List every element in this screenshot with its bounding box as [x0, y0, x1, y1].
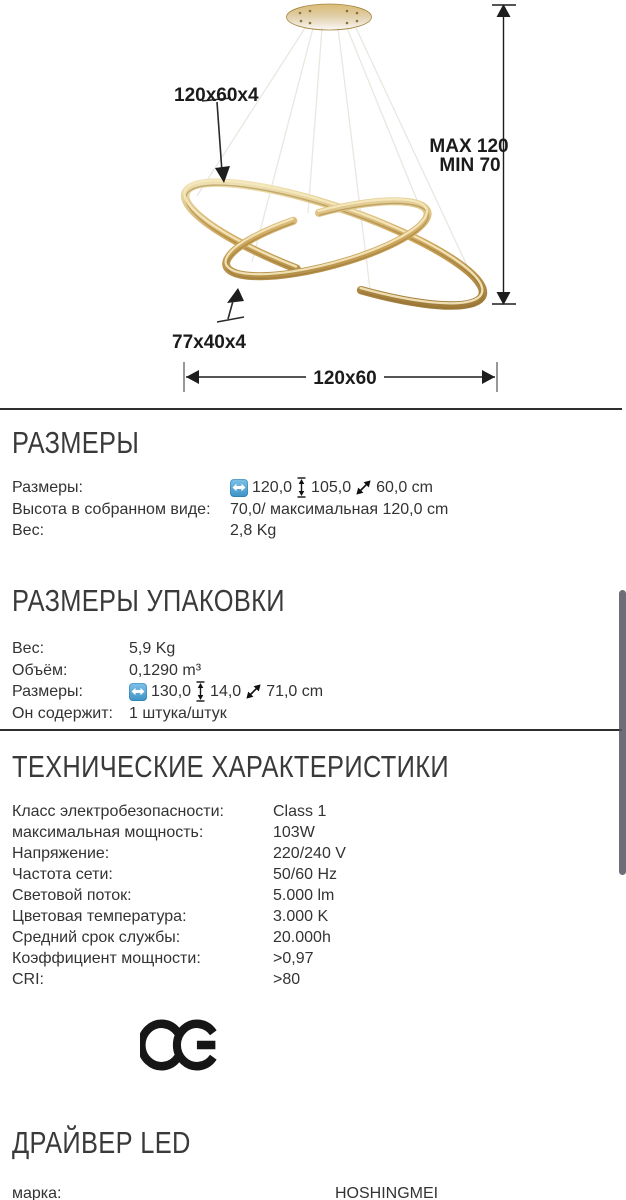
packaging-contains-label: Он содержит:	[12, 704, 113, 722]
tech-row-label: максимальная мощность:	[12, 824, 204, 841]
dimensions-section-title: РАЗМЕРЫ	[12, 425, 140, 460]
dimensions-size-label: Размеры:	[12, 479, 83, 496]
packaging-section-title: РАЗМЕРЫ УПАКОВКИ	[12, 583, 285, 618]
width-dimension-label: 120x60	[313, 368, 377, 389]
product-technical-drawing	[0, 0, 626, 408]
tech-row-label: Частота сети:	[12, 866, 113, 883]
packaging-height-value: 14,0	[210, 683, 242, 700]
dimensions-table	[12, 477, 448, 542]
max-height-label: MAX 120	[429, 136, 509, 157]
packaging-volume-value: 0,1290 m³	[129, 661, 202, 679]
ce-mark-icon	[140, 1014, 220, 1076]
tech-row-value: 50/60 Hz	[273, 866, 338, 883]
tech-row-value: >0,97	[273, 950, 314, 967]
packaging-volume-label: Объём:	[12, 661, 68, 679]
driver-section-title: ДРАЙВЕР LED	[12, 1125, 191, 1160]
tech-row-label: Напряжение:	[12, 845, 110, 862]
tech-row-label: Коэффициент мощности:	[12, 950, 201, 967]
tech-row-label: CRI:	[12, 971, 44, 988]
tech-spec-table	[12, 801, 346, 990]
dimensions-width-value: 120,0	[252, 479, 293, 496]
height-icon	[195, 681, 206, 702]
driver-brand-label: марка:	[12, 1185, 62, 1200]
width-icon	[129, 683, 147, 701]
tech-row-label: Световой поток:	[12, 887, 132, 904]
height-icon	[296, 477, 307, 498]
tech-row-value: 3.000 K	[273, 908, 329, 925]
dimensions-depth-value: 60,0 cm	[376, 479, 434, 496]
dimensions-assembled-height-value: 70,0/ максимальная 120,0 cm	[230, 500, 449, 518]
depth-icon	[245, 683, 262, 700]
tech-row-value: Class 1	[273, 803, 327, 820]
tech-row-value: 5.000 lm	[273, 887, 335, 904]
packaging-contains-value: 1 штука/штук	[129, 704, 227, 722]
tech-section-title: ТЕХНИЧЕСКИЕ ХАРАКТЕРИСТИКИ	[12, 749, 449, 784]
packaging-weight-value: 5,9 Kg	[129, 640, 176, 657]
packaging-weight-label: Вес:	[12, 640, 45, 657]
tech-row-label: Средний срок службы:	[12, 929, 181, 946]
packaging-width-value: 130,0	[151, 683, 192, 700]
ring-small	[226, 199, 429, 278]
tech-row-value: 220/240 V	[273, 845, 346, 862]
depth-icon	[355, 479, 372, 496]
tech-row-label: Цветовая температура:	[12, 908, 187, 925]
tech-row-value: >80	[273, 971, 301, 988]
tech-row-label: Класс электробезопасности:	[12, 803, 224, 820]
tech-row-value: 103W	[273, 824, 315, 841]
driver-brand-value: HOSHINGMEI	[335, 1185, 439, 1200]
packaging-depth-value: 71,0 cm	[266, 683, 324, 700]
dimensions-weight-value: 2,8 Kg	[230, 522, 277, 539]
ring-small-leader	[217, 288, 244, 322]
ring-large-leader	[202, 98, 231, 183]
width-icon	[230, 479, 248, 497]
driver-brand-table	[12, 1183, 438, 1200]
section-divider	[0, 729, 622, 731]
tech-row-value: 20.000h	[273, 929, 331, 946]
ring-large	[185, 180, 484, 307]
scrollbar-thumb[interactable]	[619, 590, 626, 875]
min-height-label: MIN 70	[439, 155, 501, 176]
ring-large-dimension-label: 120x60x4	[174, 85, 259, 106]
dimensions-weight-label: Вес:	[12, 522, 45, 539]
packaging-size-label: Размеры:	[12, 683, 83, 700]
section-divider	[0, 408, 622, 410]
packaging-table	[12, 638, 323, 724]
dimensions-assembled-height-label: Высота в собранном виде:	[12, 500, 211, 518]
ring-small-dimension-label: 77x40x4	[172, 332, 246, 353]
dimensions-height-value: 105,0	[311, 479, 352, 496]
ceiling-canopy	[287, 4, 372, 30]
